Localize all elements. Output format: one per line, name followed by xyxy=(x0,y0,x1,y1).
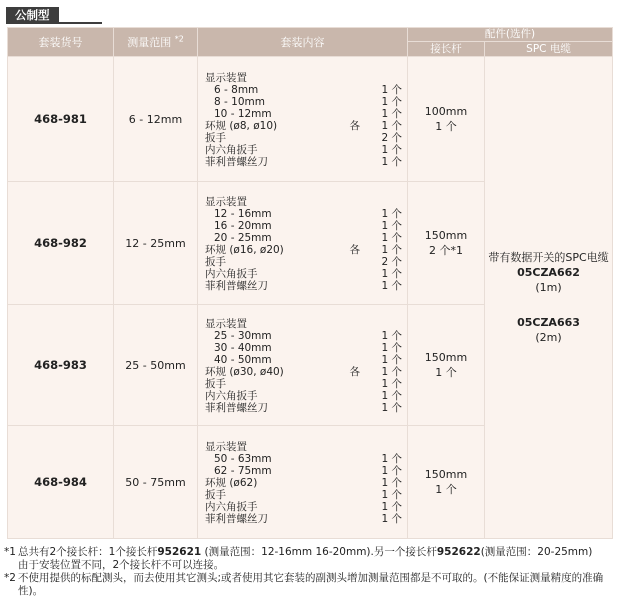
contents-item xyxy=(198,453,407,465)
footnote-1-pre: 总共有2个接长杆：1个接长杆 xyxy=(18,546,158,558)
contents-item xyxy=(198,501,407,513)
set-model-number: 468-984 xyxy=(8,426,114,539)
contents-item xyxy=(198,156,407,168)
contents-item xyxy=(198,144,407,156)
item-name: 扳手 xyxy=(205,256,226,268)
header-contents: 套装内容 xyxy=(198,28,408,57)
contents-item xyxy=(198,256,407,268)
set-contents xyxy=(198,182,408,305)
item-name: 环规 (ø62) xyxy=(205,477,258,489)
item-name: 6 - 8mm xyxy=(214,84,259,96)
item-name: 内六角扳手 xyxy=(205,268,258,280)
item-name: 内六角扳手 xyxy=(205,501,258,513)
measuring-range: 12 - 25mm xyxy=(114,182,198,305)
item-quantity: 1 个 xyxy=(381,156,402,168)
item-name: 环规 (ø30, ø40) xyxy=(205,366,284,378)
contents-item xyxy=(198,354,407,366)
extension-rod-value: 1 个 xyxy=(435,483,457,496)
measuring-range: 25 - 50mm xyxy=(114,305,198,426)
section-title: 公制型 xyxy=(6,7,59,23)
extension-rod-value: 2 个*1 xyxy=(429,244,463,257)
item-name: 环规 (ø16, ø20) xyxy=(205,244,284,256)
item-quantity: 1 个 xyxy=(381,489,402,501)
extension-rod-value: 150mm xyxy=(424,229,468,242)
item-name: 扳手 xyxy=(205,489,226,501)
set-contents xyxy=(198,57,408,182)
contents-item xyxy=(198,330,407,342)
header-rod: 接长杆 xyxy=(408,42,485,57)
item-quantity: 1 个 xyxy=(381,390,402,402)
item-quantity: 1 个 xyxy=(381,220,402,232)
spc-cable-1-code: 05CZA662 xyxy=(517,266,580,279)
item-name: 环规 (ø8, ø10) xyxy=(205,120,278,132)
footnote-1-part-b: 952622 xyxy=(436,546,481,558)
contents-item xyxy=(198,132,407,144)
footnote-2 xyxy=(4,572,614,598)
item-quantity: 1 个 xyxy=(381,208,402,220)
spec-table xyxy=(7,27,613,539)
item-name: 10 - 12mm xyxy=(214,108,272,120)
item-name: 显示装置 xyxy=(205,441,247,453)
item-quantity: 1 个 xyxy=(381,268,402,280)
table-row xyxy=(8,57,613,182)
footnote-1-mark: *1 xyxy=(4,546,16,558)
item-quantity: 1 个 xyxy=(381,244,402,256)
spc-cable-cell xyxy=(485,57,613,539)
title-underline xyxy=(6,22,102,24)
item-name: 20 - 25mm xyxy=(214,232,272,244)
item-quantity: 1 个 xyxy=(381,513,402,525)
item-name: 菲利普螺丝刀 xyxy=(205,156,268,168)
item-quantity: 1 个 xyxy=(381,354,402,366)
item-name: 内六角扳手 xyxy=(205,144,258,156)
contents-item xyxy=(198,513,407,525)
item-name: 内六角扳手 xyxy=(205,390,258,402)
measuring-range: 6 - 12mm xyxy=(114,57,198,182)
item-each-label: 各 xyxy=(349,120,360,132)
contents-item xyxy=(198,244,407,256)
item-quantity: 1 个 xyxy=(381,501,402,513)
contents-item xyxy=(198,390,407,402)
contents-item xyxy=(198,108,407,120)
contents-item xyxy=(198,96,407,108)
item-name: 25 - 30mm xyxy=(214,330,272,342)
item-name: 16 - 20mm xyxy=(214,220,272,232)
item-name: 30 - 40mm xyxy=(214,342,272,354)
contents-item xyxy=(198,366,407,378)
spc-cable-2-code: 05CZA663 xyxy=(517,316,580,329)
item-name: 扳手 xyxy=(205,132,226,144)
set-contents xyxy=(198,426,408,539)
item-name: 显示装置 xyxy=(205,318,247,330)
item-name: 50 - 63mm xyxy=(214,453,272,465)
item-quantity: 2 个 xyxy=(381,132,402,144)
set-model-number: 468-982 xyxy=(8,182,114,305)
extension-rod-value: 150mm xyxy=(424,351,468,364)
item-quantity: 1 个 xyxy=(381,280,402,292)
item-quantity: 1 个 xyxy=(381,120,402,132)
extension-rod-value: 150mm xyxy=(424,468,468,481)
item-quantity: 1 个 xyxy=(381,378,402,390)
item-quantity: 1 个 xyxy=(381,453,402,465)
spc-cable-2-length: (2m) xyxy=(535,331,562,344)
footnote-1-mid: (测量范围：12-16mm 16-20mm).另一个接长杆 xyxy=(201,546,437,558)
measuring-range: 50 - 75mm xyxy=(114,426,198,539)
contents-item xyxy=(198,232,407,244)
item-name: 菲利普螺丝刀 xyxy=(205,402,268,414)
item-name: 40 - 50mm xyxy=(214,354,272,366)
contents-item xyxy=(198,441,407,453)
extension-rod xyxy=(408,305,485,426)
header-range-label: 测量范围 xyxy=(127,36,172,49)
footnote-1-post: (测量范围：20-25mm) xyxy=(480,546,593,558)
item-name: 8 - 10mm xyxy=(214,96,265,108)
item-name: 菲利普螺丝刀 xyxy=(205,513,268,525)
contents-item xyxy=(198,220,407,232)
footnote-2-mark: *2 xyxy=(4,572,16,584)
contents-item xyxy=(198,72,407,84)
extension-rod xyxy=(408,57,485,182)
item-each-label: 各 xyxy=(349,244,360,256)
footnotes xyxy=(4,546,614,598)
footnote-2-text: 不使用提供的标配测头，而去使用其它测头;或者使用其它套装的副测头增加测量范围都是不可取的。(不能保证测量精度的准确性)。 xyxy=(18,572,604,597)
item-quantity: 1 个 xyxy=(381,477,402,489)
contents-item xyxy=(198,280,407,292)
item-quantity: 2 个 xyxy=(381,256,402,268)
header-set-no: 套装货号 xyxy=(8,28,114,57)
item-name: 62 - 75mm xyxy=(214,465,272,477)
item-quantity: 1 个 xyxy=(381,330,402,342)
footnote-1-part-a: 952621 xyxy=(157,546,202,558)
header-optional: 配件(选件) xyxy=(408,28,613,42)
set-model-number: 468-981 xyxy=(8,57,114,182)
item-quantity: 1 个 xyxy=(381,366,402,378)
spc-cable-1-length: (1m) xyxy=(535,281,562,294)
item-name: 显示装置 xyxy=(205,196,247,208)
header-range-note: *2 xyxy=(174,34,184,44)
extension-rod-value: 1 个 xyxy=(435,120,457,133)
extension-rod-value: 1 个 xyxy=(435,366,457,379)
item-quantity: 1 个 xyxy=(381,108,402,120)
contents-item xyxy=(198,402,407,414)
set-contents xyxy=(198,305,408,426)
set-model-number: 468-983 xyxy=(8,305,114,426)
item-name: 扳手 xyxy=(205,378,226,390)
contents-item xyxy=(198,268,407,280)
contents-item xyxy=(198,84,407,96)
item-name: 显示装置 xyxy=(205,72,247,84)
item-quantity: 1 个 xyxy=(381,144,402,156)
spc-cable-description: 带有数据开关的SPC电缆 xyxy=(488,251,609,264)
item-quantity: 1 个 xyxy=(381,342,402,354)
contents-item xyxy=(198,342,407,354)
item-quantity: 1 个 xyxy=(381,402,402,414)
item-name: 12 - 16mm xyxy=(214,208,272,220)
contents-item xyxy=(198,477,407,489)
contents-item xyxy=(198,465,407,477)
contents-item xyxy=(198,120,407,132)
extension-rod xyxy=(408,426,485,539)
contents-item xyxy=(198,196,407,208)
item-quantity: 1 个 xyxy=(381,96,402,108)
contents-item xyxy=(198,489,407,501)
contents-item xyxy=(198,318,407,330)
extension-rod-value: 100mm xyxy=(424,105,468,118)
extension-rod xyxy=(408,182,485,305)
item-quantity: 1 个 xyxy=(381,465,402,477)
item-quantity: 1 个 xyxy=(381,84,402,96)
footnote-1 xyxy=(4,546,614,572)
footnote-1-line2: 由于安装位置不同，2个接长杆不可以连接。 xyxy=(18,559,225,571)
header-range xyxy=(114,28,198,57)
item-each-label: 各 xyxy=(349,366,360,378)
item-quantity: 1 个 xyxy=(381,232,402,244)
contents-item xyxy=(198,208,407,220)
header-spc: SPC 电缆 xyxy=(485,42,613,57)
contents-item xyxy=(198,378,407,390)
item-name: 菲利普螺丝刀 xyxy=(205,280,268,292)
